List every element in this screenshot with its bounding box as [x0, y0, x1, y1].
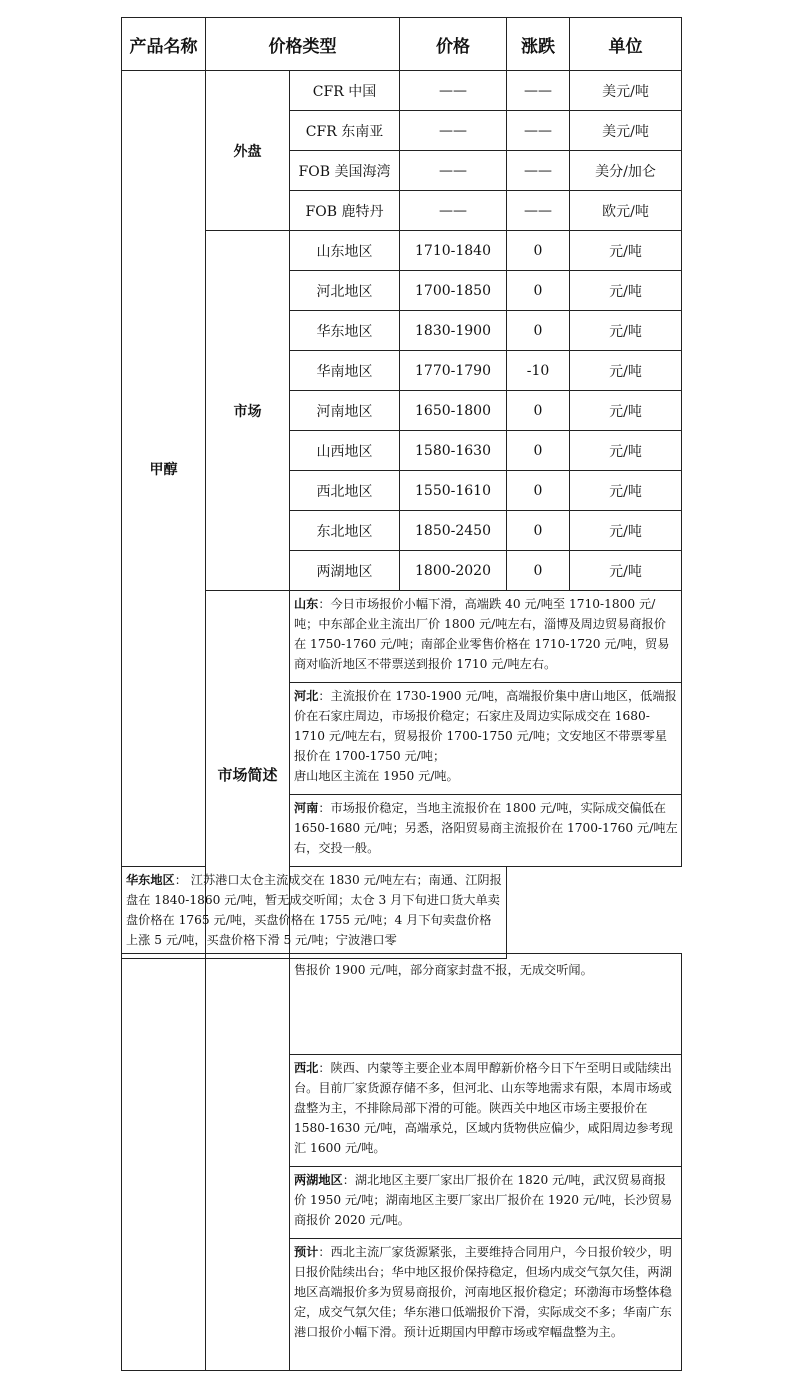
change-cell: ——	[507, 111, 570, 151]
change-cell: ——	[507, 71, 570, 111]
summary-henan	[290, 795, 682, 867]
summary-row-shandong	[122, 591, 682, 683]
unit-cell: 元/吨	[570, 511, 682, 551]
unit-cell: 元/吨	[570, 551, 682, 591]
region-cell: 西北地区	[290, 471, 400, 511]
change-cell: 0	[507, 271, 570, 311]
table-row	[122, 71, 682, 111]
region-cell: 河南地区	[290, 391, 400, 431]
product-cell: 甲醇	[122, 71, 206, 867]
price-cell: 1830-1900	[400, 311, 507, 351]
change-cell: 0	[507, 391, 570, 431]
unit-cell: 欧元/吨	[570, 191, 682, 231]
summary-text: ：湖北地区主要厂家出厂报价在 1820 元/吨，武汉贸易商报价 1950 元/吨；湖南地区主要厂家出厂报价在 1920 元/吨，长沙贸易商报价 2020 元/吨。	[294, 1173, 673, 1227]
outer-market-label: 外盘	[206, 71, 290, 231]
price-cell: 1700-1850	[400, 271, 507, 311]
summary-text: 售报价 1900 元/吨，部分商家封盘不报，无成交听闻。	[294, 963, 593, 977]
header-price-type: 价格类型	[206, 18, 400, 71]
header-price: 价格	[400, 18, 507, 71]
summary-title: 两湖地区	[294, 1173, 343, 1187]
change-cell: 0	[507, 431, 570, 471]
price-cell: ——	[400, 151, 507, 191]
price-cell: 1710-1840	[400, 231, 507, 271]
region-cell: 华东地区	[290, 311, 400, 351]
header-product-name: 产品名称	[122, 18, 206, 71]
summary-lianghu	[290, 1167, 682, 1239]
region-cell: 山东地区	[290, 231, 400, 271]
change-cell: ——	[507, 191, 570, 231]
region-cell: 河北地区	[290, 271, 400, 311]
price-type-cell: CFR 中国	[290, 71, 400, 111]
price-cell: 1850-2450	[400, 511, 507, 551]
summary-title: 西北	[294, 1061, 319, 1075]
summary-title: 华东地区	[126, 873, 175, 887]
summary-text: 唐山地区主流在 1950 元/吨。	[294, 769, 459, 783]
unit-cell: 元/吨	[570, 311, 682, 351]
unit-cell: 元/吨	[570, 471, 682, 511]
summary-title: 山东	[294, 597, 319, 611]
unit-cell: 美分/加仑	[570, 151, 682, 191]
summary-huadong-continued	[290, 954, 682, 1055]
change-cell: 0	[507, 231, 570, 271]
unit-cell: 元/吨	[570, 431, 682, 471]
summary-text: ：陕西、内蒙等主要企业本周甲醇新价格今日下午至明日或陆续出台。目前厂家货源存储不多，但河北、山东等地需求有限，本周市场或盘整为主，不排除局部下滑的可能。陕西关中地区市场主要报价在 1580-1630 元/吨，高端承兑，区域内货物供应偏少，咸阳周边参考现汇 1600 元/吨。	[294, 1061, 673, 1155]
summary-forecast	[290, 1239, 682, 1371]
region-cell: 山西地区	[290, 431, 400, 471]
change-cell: 0	[507, 551, 570, 591]
price-cell: 1550-1610	[400, 471, 507, 511]
summary-text: ：市场报价稳定，当地主流报价在 1800 元/吨，实际成交偏低在 1650-1680 元/吨；另悉，洛阳贸易商主流报价在 1700-1760 元/吨左右，交投一般。	[294, 801, 678, 855]
methanol-summary-continued-table	[121, 953, 682, 1371]
table-row	[122, 231, 682, 271]
unit-cell: 元/吨	[570, 391, 682, 431]
market-label: 市场	[206, 231, 290, 591]
summary-title: 河北	[294, 689, 319, 703]
empty-product-cell	[122, 954, 206, 1371]
unit-cell: 元/吨	[570, 351, 682, 391]
price-type-cell: FOB 鹿特丹	[290, 191, 400, 231]
change-cell: 0	[507, 511, 570, 551]
summary-text: ：今日市场报价小幅下滑，高端跌 40 元/吨至 1710-1800 元/吨；中东部企业主流出厂价 1800 元/吨左右，淄博及周边贸易商报价在 1750-1760 元/吨；南部企业零售价格在 1710-1720 元/吨，贸易商对临沂地区不带票送到报价 1710 元/吨左右。	[294, 597, 670, 671]
empty-type-cell	[206, 954, 290, 1371]
summary-label: 市场简述	[206, 591, 290, 959]
price-cell: ——	[400, 71, 507, 111]
summary-row-huadong-cont	[122, 954, 682, 1055]
header-unit: 单位	[570, 18, 682, 71]
unit-cell: 美元/吨	[570, 111, 682, 151]
region-cell: 两湖地区	[290, 551, 400, 591]
summary-shandong	[290, 591, 682, 683]
price-cell: 1800-2020	[400, 551, 507, 591]
change-cell: 0	[507, 311, 570, 351]
summary-text: ：西北主流厂家货源紧张，主要维持合同用户，今日报价较少，明日报价陆续出台；华中地区报价保持稳定，但场内成交气氛欠佳，两湖地区高端报价多为贸易商报价，河南地区报价稳定；环渤海市场整体稳定，成交气氛欠佳；华东港口低端报价下滑，实际成交不多；华南广东港口报价小幅下滑。预计近期国内甲醇市场或窄幅盘整为主。	[294, 1245, 672, 1339]
price-cell: ——	[400, 111, 507, 151]
region-cell: 东北地区	[290, 511, 400, 551]
change-cell: ——	[507, 151, 570, 191]
price-cell: 1580-1630	[400, 431, 507, 471]
methanol-price-table	[121, 17, 682, 959]
summary-text: ：主流报价在 1730-1900 元/吨，高端报价集中唐山地区，低端报价在石家庄周边，市场报价稳定；石家庄及周边实际成交在 1680-1710 元/吨左右，贸易报价 1700-1750 元/吨；文安地区不带票零星报价在 1700-1750 元/吨；	[294, 689, 677, 763]
summary-text: ： 江苏港口太仓主流成交在 1830 元/吨左右；南通、江阴报盘在 1840-1860 元/吨，暂无成交听闻；太仓 3 月下旬进口货大单卖盘价格在 1765 元/吨，买盘价格在 1755 元/吨；4 月下旬卖盘价格上涨 5 元/吨，买盘价格下滑 5 元/吨；宁波港口零	[126, 873, 502, 947]
region-cell: 华南地区	[290, 351, 400, 391]
unit-cell: 元/吨	[570, 231, 682, 271]
table-header-row	[122, 18, 682, 71]
change-cell: 0	[507, 471, 570, 511]
summary-title: 预计	[294, 1245, 319, 1259]
header-change: 涨跌	[507, 18, 570, 71]
summary-xibei	[290, 1055, 682, 1167]
summary-huadong	[122, 867, 507, 959]
change-cell: -10	[507, 351, 570, 391]
price-cell: 1650-1800	[400, 391, 507, 431]
summary-row-huadong	[122, 867, 682, 959]
price-type-cell: FOB 美国海湾	[290, 151, 400, 191]
price-cell: 1770-1790	[400, 351, 507, 391]
price-type-cell: CFR 东南亚	[290, 111, 400, 151]
summary-hebei	[290, 683, 682, 795]
price-cell: ——	[400, 191, 507, 231]
unit-cell: 元/吨	[570, 271, 682, 311]
unit-cell: 美元/吨	[570, 71, 682, 111]
summary-title: 河南	[294, 801, 319, 815]
